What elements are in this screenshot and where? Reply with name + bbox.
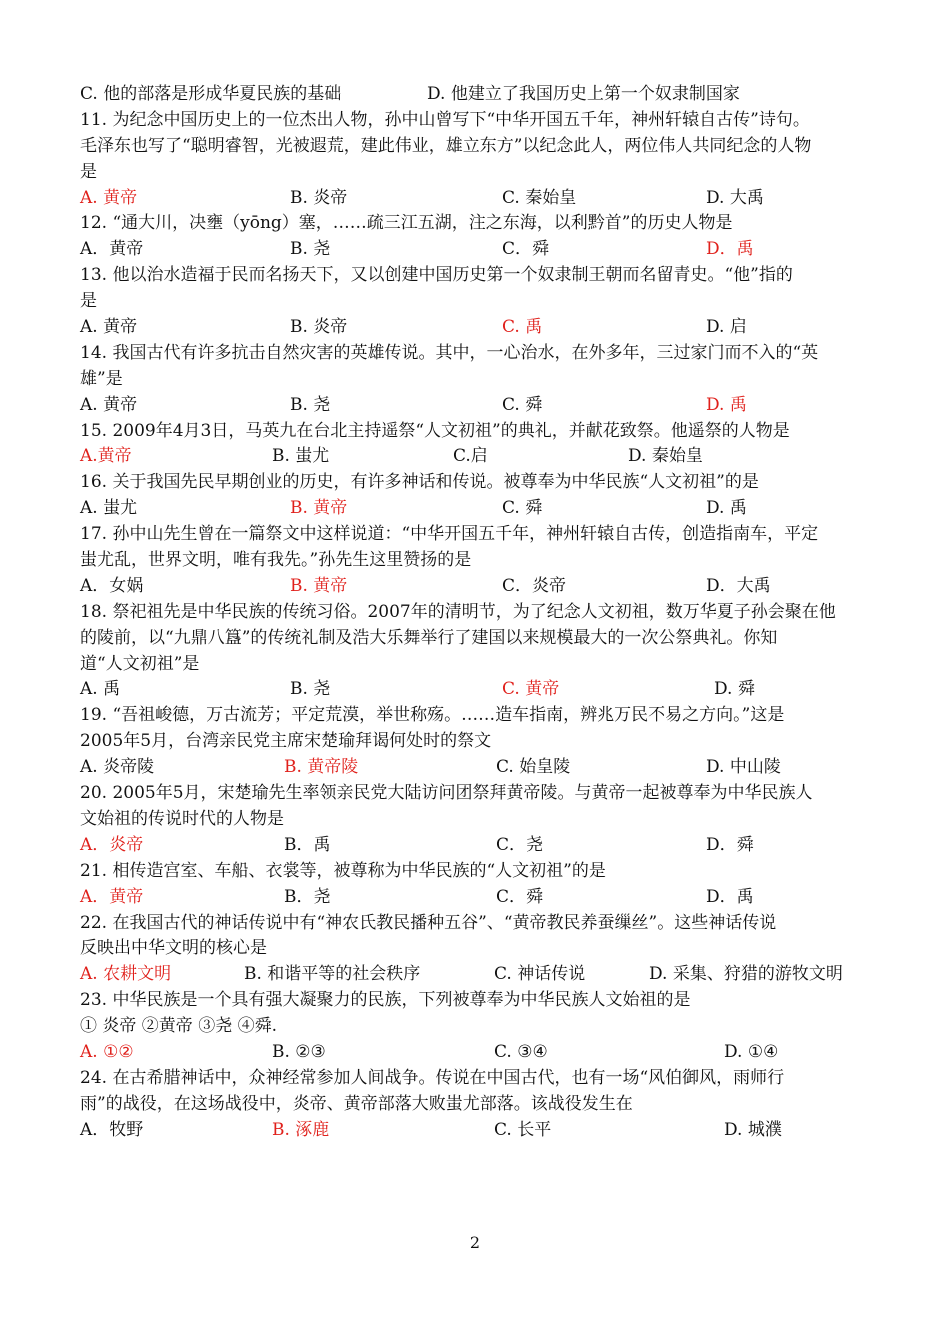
- correct-answer-option: B. 黄帝陵: [284, 757, 359, 778]
- answer-option: B. 炎帝: [290, 187, 348, 208]
- answer-option: A. 炎帝陵: [80, 757, 155, 778]
- question-text-line: 的陵前，以“九鼎八簋”的传统礼制及浩大乐舞举行了建国以来规模最大的一次公祭典礼。你知: [80, 627, 778, 648]
- question-text-line: 21. 相传造宫室、车船、衣裳等，被尊称为中华民族的“人文初祖”的是: [80, 860, 606, 881]
- answer-options-row: [80, 444, 880, 470]
- document-body: [80, 82, 880, 1144]
- correct-answer-option: C. 黄帝: [502, 679, 560, 700]
- answer-option: A．黄帝: [80, 239, 144, 260]
- answer-options-row: [80, 1040, 880, 1066]
- answer-option: C．舜: [496, 886, 544, 907]
- answer-option: A. 黄帝: [80, 394, 138, 415]
- answer-option: A. 蚩尤: [80, 498, 138, 519]
- answer-option: B. 和谐平等的社会秩序: [244, 964, 421, 985]
- correct-answer-option: A. 农耕文明: [80, 964, 172, 985]
- question-text-line: 12. “通大川，决壅（yōng）塞，……疏三江五湖，注之东海，以利黔首”的历史人物是: [80, 213, 733, 234]
- answer-option: D. 禹: [706, 498, 747, 519]
- answer-options-row: [80, 186, 880, 212]
- answer-option: B. 尧: [290, 394, 331, 415]
- answer-option: C. 他的部落是形成华夏民族的基础: [80, 84, 342, 104]
- answer-option: D．大禹: [706, 575, 771, 596]
- answer-options-row: [80, 315, 880, 341]
- answer-option: B. 尧: [290, 679, 331, 700]
- answer-option: D. 舜: [714, 679, 755, 700]
- correct-answer-option: C. 禹: [502, 317, 543, 338]
- answer-option: B．禹: [284, 834, 331, 855]
- answer-options-row: [80, 82, 880, 108]
- correct-answer-option: B. 涿鹿: [272, 1119, 330, 1140]
- answer-option: C.启: [453, 446, 488, 467]
- question-text-line: 20. 2005年5月，宋楚瑜先生率领亲民党大陆访问团祭拜黄帝陵。与黄帝一起被尊奉为中华民族人: [80, 783, 813, 804]
- correct-answer-option: D. 禹: [706, 394, 747, 415]
- correct-answer-option: A. ①②: [80, 1041, 134, 1062]
- answer-options-row: [80, 833, 880, 859]
- answer-option: D. 城濮: [724, 1119, 782, 1140]
- question-text-line: ① 炎帝 ②黄帝 ③尧 ④舜.: [80, 1016, 278, 1037]
- answer-option: C. ③④: [494, 1041, 548, 1062]
- correct-answer-option: A.黄帝: [80, 446, 132, 467]
- answer-options-row: [80, 677, 880, 703]
- correct-answer-option: B. 黄帝: [290, 498, 348, 519]
- answer-option: C. 舜: [502, 394, 543, 415]
- answer-options-row: [80, 885, 880, 911]
- answer-option: D．禹: [706, 886, 754, 907]
- answer-option: D. 中山陵: [706, 757, 781, 778]
- answer-option: A. 黄帝: [80, 317, 138, 338]
- answer-option: B. 尧: [290, 239, 331, 260]
- answer-options-row: [80, 237, 880, 263]
- answer-option: A．牧野: [80, 1119, 144, 1140]
- question-text-line: 道“人文初祖”是: [80, 653, 200, 674]
- correct-answer-option: A．炎帝: [80, 834, 144, 855]
- page-number: 2: [469, 1233, 481, 1252]
- answer-option: C. 始皇陵: [496, 757, 571, 778]
- answer-option: D. 采集、狩猎的游牧文明: [649, 964, 843, 985]
- question-text-line: 22. 在我国古代的神话传说中有“神农氏教民播种五谷”、“黄帝教民养蚕缫丝”。这些神话传说: [80, 912, 777, 933]
- question-text-line: 11. 为纪念中国历史上的一位杰出人物，孙中山曾写下“中华开国五千年，神州轩辕自古传”诗句。: [80, 109, 810, 130]
- answer-options-row: [80, 1118, 880, 1144]
- question-text-line: 23. 中华民族是一个具有强大凝聚力的民族，下列被尊奉为中华民族人文始祖的是: [80, 990, 691, 1011]
- answer-option: B．尧: [284, 886, 331, 907]
- question-text-line: 毛泽东也写了“聪明睿智，光被遐荒，建此伟业，雄立东方”以纪念此人，两位伟人共同纪念的人物: [80, 135, 812, 156]
- answer-option: D. 大禹: [706, 187, 764, 208]
- question-text-line: 2005年5月，台湾亲民党主席宋楚瑜拜谒何处时的祭文: [80, 731, 492, 752]
- question-text-line: 反映出中华文明的核心是: [80, 938, 267, 959]
- question-text-line: 雄”是: [80, 368, 123, 389]
- question-text-line: 15. 2009年4月3日，马英九在台北主持遥祭“人文初祖”的典礼，并献花致祭。他遥祭的人物是: [80, 420, 790, 441]
- answer-option: D. ①④: [724, 1041, 779, 1062]
- answer-option: C. 长平: [494, 1119, 552, 1140]
- question-text-line: 14. 我国古代有许多抗击自然灾害的英雄传说。其中，一心治水，在外多年，三过家门而不入的“英: [80, 342, 819, 363]
- answer-option: A. 禹: [80, 679, 121, 700]
- answer-options-row: [80, 496, 880, 522]
- answer-option: D. 他建立了我国历史上第一个奴隶制国家: [427, 84, 740, 104]
- answer-option: D. 秦始皇: [628, 446, 703, 467]
- correct-answer-option: A．黄帝: [80, 886, 144, 907]
- answer-option: C. 神话传说: [494, 964, 586, 985]
- answer-option: D．舜: [706, 834, 754, 855]
- answer-option: C. 秦始皇: [502, 187, 577, 208]
- question-text-line: 24. 在古希腊神话中，众神经常参加人间战争。传说在中国古代，也有一场“风伯御风，雨师行: [80, 1067, 785, 1088]
- answer-option: B. ②③: [272, 1041, 326, 1062]
- question-text-line: 是: [80, 161, 97, 182]
- answer-options-row: [80, 574, 880, 600]
- answer-option: C．舜: [502, 239, 550, 260]
- answer-option: B. 炎帝: [290, 317, 348, 338]
- question-text-line: 蚩尤乱，世界文明，唯有我先。”孙先生这里赞扬的是: [80, 550, 472, 571]
- answer-option: C．炎帝: [502, 575, 567, 596]
- correct-answer-option: D．禹: [706, 239, 754, 260]
- question-text-line: 文始祖的传说时代的人物是: [80, 808, 284, 829]
- question-text-line: 18. 祭祀祖先是中华民族的传统习俗。2007年的清明节，为了纪念人文初祖，数万华夏子孙会聚在他: [80, 601, 836, 622]
- question-text-line: 16. 关于我国先民早期创业的历史，有许多神话和传说。被尊奉为中华民族“人文初祖”的是: [80, 472, 759, 493]
- answer-option: A．女娲: [80, 575, 144, 596]
- question-text-line: 13. 他以治水造福于民而名扬天下，又以创建中国历史第一个奴隶制王朝而名留青史。“他”指的: [80, 265, 793, 286]
- answer-option: D. 启: [706, 317, 747, 338]
- question-text-line: 19. “吾祖峻德，万古流芳；平定荒漠，举世称殇。……造车指南，辨兆万民不易之方向。”这是: [80, 705, 785, 726]
- question-text-line: 是: [80, 291, 97, 312]
- answer-option: C．尧: [496, 834, 544, 855]
- correct-answer-option: B. 黄帝: [290, 575, 348, 596]
- correct-answer-option: A. 黄帝: [80, 187, 138, 208]
- question-text-line: 雨”的战役，在这场战役中，炎帝、黄帝部落大败蚩尤部落。该战役发生在: [80, 1093, 633, 1114]
- question-text-line: 17. 孙中山先生曾在一篇祭文中这样说道：“中华开国五千年，神州轩辕自古传，创造指南车，平定: [80, 524, 819, 545]
- answer-options-row: [80, 755, 880, 781]
- answer-option: C. 舜: [502, 498, 543, 519]
- answer-options-row: [80, 962, 880, 988]
- answer-options-row: [80, 393, 880, 419]
- answer-option: B. 蚩尤: [272, 446, 330, 467]
